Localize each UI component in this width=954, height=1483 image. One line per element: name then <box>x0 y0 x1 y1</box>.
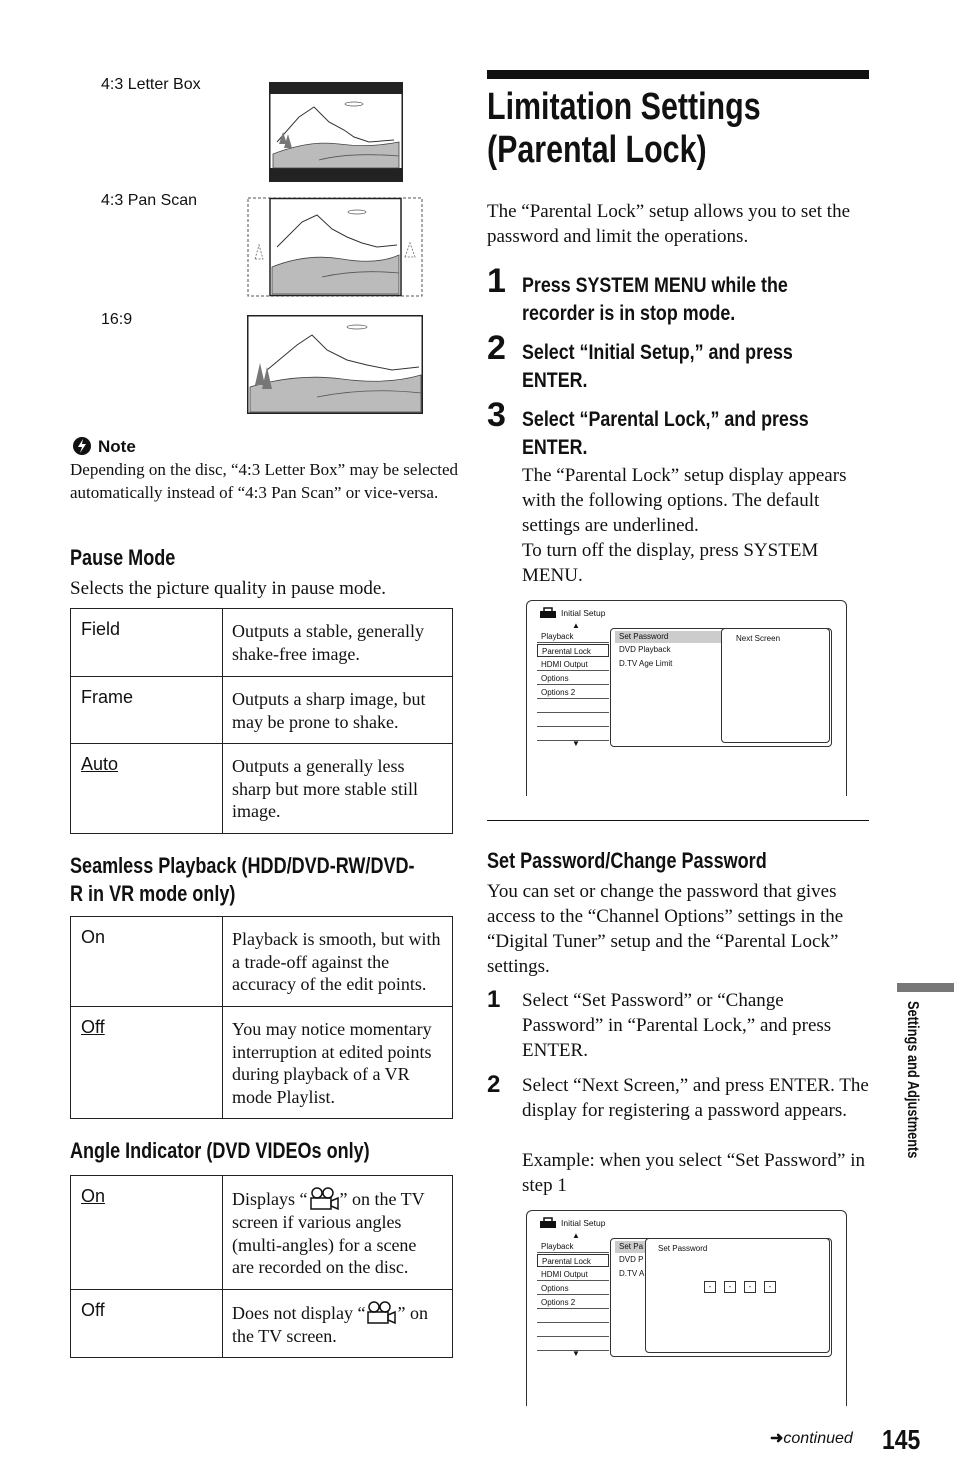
seamless-heading-line2: R in VR mode only) <box>70 881 236 906</box>
table-row <box>71 917 453 1007</box>
option-key <box>71 1289 223 1358</box>
option-item: D.TV Age Limit <box>619 659 673 668</box>
pause-mode-desc: Selects the picture quality in pause mode. <box>70 578 387 599</box>
continued-text: continued <box>783 1430 853 1447</box>
option-key <box>71 917 223 1007</box>
seamless-heading-line1: Seamless Playback (HDD/DVD-RW/DVD- <box>70 853 415 878</box>
angle-camera-icon <box>308 1187 340 1211</box>
option-key-text: On <box>81 927 106 947</box>
password-dialog <box>645 1238 830 1353</box>
option-key <box>71 1007 223 1119</box>
sub-option: Next Screen <box>736 634 781 643</box>
step-heading-line2: ENTER. <box>522 436 588 459</box>
menu-item-selected: Parental Lock <box>537 644 609 657</box>
menu-item-empty <box>537 714 609 727</box>
dialog-title: Set Password <box>658 1244 708 1253</box>
step-heading <box>522 339 841 395</box>
setpw-heading-text: Set Password/Change Password <box>487 848 767 873</box>
step3-body-2: To turn off the display, press SYSTEM MENU. <box>522 540 819 586</box>
option-value-post: ” on the TV screen if various angles (multi-angles) for a scene are recorded on the disc. <box>232 1189 425 1277</box>
title-rule <box>487 70 869 79</box>
step-number: 2 <box>487 329 506 367</box>
options-panel <box>610 628 832 747</box>
step-number: 2 <box>487 1071 501 1098</box>
arrow-right-icon: ➜ <box>770 1430 784 1447</box>
page-number <box>882 1424 929 1458</box>
step-number: 1 <box>487 262 506 300</box>
menu-item: Playback <box>537 1240 609 1253</box>
sub-panel <box>721 628 830 743</box>
option-key <box>71 1176 223 1290</box>
scroll-down-icon: ▼ <box>572 739 580 748</box>
step-heading <box>522 272 835 328</box>
option-key-default: On <box>81 1186 106 1206</box>
parental-lock-screen <box>526 600 847 796</box>
option-value: You may notice momentary interruption at edited points during playback of a VR mode Playlist. <box>223 1007 453 1119</box>
toolbox-icon <box>539 607 557 619</box>
page-title-line1: Limitation Settings <box>487 86 761 128</box>
step-number: 1 <box>487 986 501 1013</box>
menu-item: Options <box>537 672 609 685</box>
page-title-line2: (Parental Lock) <box>487 129 707 171</box>
step-heading-line1: Select “Initial Setup,” and press <box>522 341 793 364</box>
menu-item-empty <box>537 1324 609 1337</box>
table-row <box>71 609 453 677</box>
option-key <box>71 744 223 834</box>
screen-title: Initial Setup <box>561 1218 606 1228</box>
table-row <box>71 744 453 834</box>
fig-169-label: 16:9 <box>101 311 133 328</box>
note-icon <box>72 436 92 456</box>
step-heading-line1: Select “Parental Lock,” and press <box>522 408 809 431</box>
letterbox-illustration <box>269 82 403 182</box>
intro-text: The “Parental Lock” setup allows you to set the password and limit the operations. <box>487 201 851 247</box>
section-tab-bar <box>897 983 954 992</box>
angle-heading <box>70 1138 435 1168</box>
option-key-default: Off <box>81 1017 105 1037</box>
menu-item: HDMI Output <box>537 658 609 671</box>
password-digit: - <box>764 1281 776 1293</box>
option-value-post: ” on the TV screen. <box>232 1302 428 1346</box>
seamless-table <box>70 916 453 1119</box>
scroll-up-icon: ▲ <box>572 621 580 630</box>
option-value: Playback is smooth, but with a trade-off against the accuracy of the edit points. <box>223 917 453 1007</box>
note-text: Depending on the disc, “4:3 Letter Box” may be selected automatically instead of “4:3 Pan Scan” or vice-versa. <box>70 460 459 502</box>
option-item: D.TV A <box>619 1269 645 1278</box>
section-tab <box>901 1001 923 1211</box>
section-divider <box>487 820 869 821</box>
fig-panscan-label: 4:3 Pan Scan <box>101 192 198 209</box>
pause-mode-table <box>70 608 453 834</box>
menu-item: Options <box>537 1282 609 1295</box>
password-digit: - <box>724 1281 736 1293</box>
option-key <box>71 609 223 677</box>
menu-item: Options 2 <box>537 1296 609 1309</box>
setpw-step2-text: Select “Next Screen,” and press ENTER. The display for registering a password appears. <box>522 1075 869 1121</box>
option-value: Outputs a generally less sharp but more stable still image. <box>223 744 453 834</box>
pause-mode-heading <box>70 545 198 575</box>
menu-item: HDMI Output <box>537 1268 609 1281</box>
note-title: Note <box>98 437 136 456</box>
side-menu <box>537 630 609 740</box>
angle-camera-icon <box>365 1301 397 1325</box>
widescreen-illustration <box>247 315 423 414</box>
option-key-default: Auto <box>81 754 119 774</box>
angle-heading-text: Angle Indicator (DVD VIDEOs only) <box>70 1138 370 1163</box>
menu-item: Options 2 <box>537 686 609 699</box>
setpw-step1-text: Select “Set Password” or “Change Password” in “Parental Lock,” and press ENTER. <box>522 990 832 1061</box>
option-item: DVD P <box>619 1255 644 1264</box>
option-item: DVD Playback <box>619 645 671 654</box>
option-key-text: Field <box>81 619 121 639</box>
step-heading-line2: recorder is in stop mode. <box>522 302 736 325</box>
password-digits <box>704 1281 776 1293</box>
menu-item-selected: Parental Lock <box>537 1254 609 1267</box>
step-heading <box>522 406 859 462</box>
option-key-text: Frame <box>81 687 134 707</box>
setpw-step2-example: Example: when you select “Set Password” in step 1 <box>522 1150 865 1196</box>
setpw-heading <box>487 848 828 878</box>
section-tab-label: Settings and Adjustments <box>904 1001 921 1159</box>
scroll-up-icon: ▲ <box>572 1231 580 1240</box>
scroll-down-icon: ▼ <box>572 1349 580 1358</box>
page-title <box>487 86 829 176</box>
option-value-pre: Displays “ <box>232 1189 308 1209</box>
option-highlight: Set Pa <box>615 1241 645 1253</box>
menu-item-empty <box>537 1310 609 1323</box>
option-highlight: Set Password <box>615 631 721 643</box>
option-value: Outputs a stable, generally shake-free image. <box>223 609 453 677</box>
menu-item: Playback <box>537 630 609 643</box>
option-value <box>223 1176 453 1290</box>
step-number: 3 <box>487 396 506 434</box>
side-menu <box>537 1240 609 1350</box>
option-value-pre: Does not display “ <box>232 1302 366 1323</box>
pause-mode-heading-text: Pause Mode <box>70 545 176 570</box>
panscan-illustration <box>247 197 423 297</box>
fig-letterbox-label: 4:3 Letter Box <box>101 76 201 93</box>
screen-title: Initial Setup <box>561 608 606 618</box>
options-panel <box>610 1238 832 1357</box>
continued-indicator <box>770 1428 853 1448</box>
option-key-text: Off <box>81 1299 105 1320</box>
section-tab-label-wrap <box>903 1001 921 1198</box>
step-heading-line1: Press SYSTEM MENU while the <box>522 274 788 297</box>
option-key <box>71 677 223 744</box>
table-row <box>71 1176 453 1290</box>
step-heading-line2: ENTER. <box>522 369 588 392</box>
step3-body: The “Parental Lock” setup display appears with the following options. The default settings are underlined. <box>522 465 847 536</box>
angle-table <box>70 1175 453 1358</box>
table-row <box>71 1007 453 1119</box>
option-value <box>223 1289 453 1358</box>
seamless-heading <box>70 852 490 912</box>
password-digit: - <box>744 1281 756 1293</box>
password-digit: - <box>704 1281 716 1293</box>
table-row <box>71 677 453 744</box>
page-number-text: 145 <box>882 1424 921 1455</box>
setpw-body: You can set or change the password that gives access to the “Channel Options” settings in the “Digital Tuner” setup and the “Parental Lock” settings. <box>487 881 844 977</box>
menu-item-empty <box>537 700 609 713</box>
option-value: Outputs a sharp image, but may be prone to shake. <box>223 677 453 744</box>
set-password-screen <box>526 1210 847 1406</box>
table-row <box>71 1289 453 1358</box>
toolbox-icon <box>539 1217 557 1229</box>
